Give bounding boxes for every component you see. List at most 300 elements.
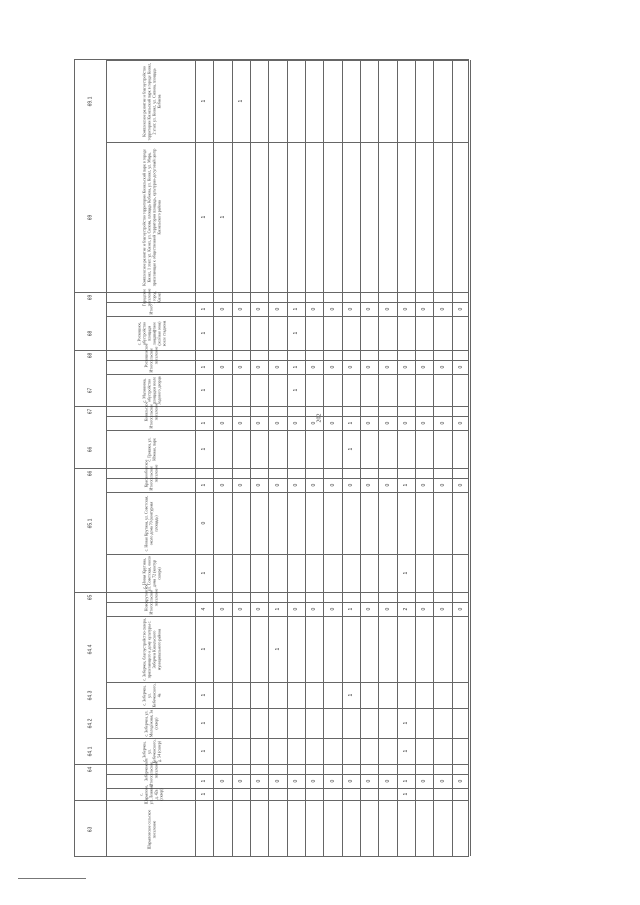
- value-cell: [379, 555, 395, 591]
- value-cell: [398, 801, 414, 857]
- value-cell: [434, 469, 450, 477]
- value-cell: [434, 709, 450, 737]
- value-cell: [214, 407, 230, 415]
- value-cell: 1: [200, 792, 207, 796]
- object-name: с. Новая Крутина, ул. Советская, около дома 70 (контурная площадь): [143, 495, 158, 551]
- value-cell: [434, 739, 450, 763]
- value-cell: 1: [292, 388, 299, 392]
- value-cell: [306, 789, 322, 799]
- value-cell: [453, 351, 469, 359]
- value-cell: [379, 143, 395, 291]
- value-cell: 0: [310, 779, 317, 783]
- value-cell: [233, 431, 249, 467]
- value-cell: [269, 351, 285, 359]
- value-cell: [434, 375, 450, 405]
- value-cell: 0: [237, 307, 244, 311]
- value-cell: [306, 683, 322, 707]
- value-cell: 0: [457, 483, 464, 487]
- value-cell: [398, 293, 414, 301]
- object-name: Комплексное развитие и благоустройство территории Кизильский парк в городе Кизил, 1 этап: ул. Кизил, ул. Сипова, площадь Кебиева, ул. Кизил, ул. Мира, прилегающая к общественной территории площадь, культурно-досуговый центр Кизильского района: [140, 148, 161, 286]
- value-cell: 0: [310, 483, 317, 487]
- value-cell: 0: [328, 779, 335, 783]
- value-cell: 2: [402, 607, 409, 611]
- settlement-name: Кизильское сельское поселение: [143, 401, 158, 421]
- value-cell: [416, 293, 432, 301]
- value-cell: [288, 683, 304, 707]
- object-name: с. Роскошное, обустройство площади ландшафтное (зелёная зона) возле стадиона: [135, 320, 166, 346]
- table-row-total: [75, 602, 468, 616]
- value-cell: [416, 709, 432, 737]
- value-cell: [233, 593, 249, 601]
- value-cell: [434, 789, 450, 799]
- table-row: [75, 374, 468, 406]
- table-row-total: [75, 413, 468, 430]
- settlement-name: Роскошенское сельское поселение: [143, 342, 158, 368]
- value-cell: [379, 317, 395, 349]
- value-cell: [398, 143, 414, 291]
- row-number: [76, 303, 105, 315]
- value-cell: [416, 469, 432, 477]
- value-cell: [288, 789, 304, 799]
- row-number: 67: [87, 408, 93, 414]
- value-cell: 0: [273, 421, 280, 425]
- value-cell: 0: [365, 483, 372, 487]
- value-cell: [361, 375, 377, 405]
- value-cell: [288, 407, 304, 415]
- value-cell: [416, 739, 432, 763]
- value-cell: [361, 317, 377, 349]
- footer-line: [18, 878, 86, 879]
- value-cell: 1: [200, 215, 207, 219]
- row-number: [76, 775, 105, 787]
- object-name: с. Новая Крутина, ул. Советская, около дома 72 (контур сквера): [140, 555, 161, 591]
- table-row: [75, 430, 468, 468]
- value-cell: [434, 801, 450, 857]
- value-cell: [196, 351, 212, 359]
- table-row-total: [75, 774, 468, 788]
- value-cell: [233, 683, 249, 707]
- value-cell: [288, 351, 304, 359]
- row-number: 66: [87, 446, 93, 452]
- object-name: с. Гришки, ул. Южная, парк: [145, 437, 156, 461]
- value-cell: [324, 801, 340, 857]
- table-row: [75, 60, 468, 142]
- value-cell: [269, 683, 285, 707]
- value-cell: [251, 143, 267, 291]
- value-cell: [416, 593, 432, 601]
- value-cell: [361, 555, 377, 591]
- value-cell: [434, 317, 450, 349]
- value-cell: [343, 709, 359, 737]
- value-cell: [306, 143, 322, 291]
- value-cell: [214, 739, 230, 763]
- value-cell: [269, 555, 285, 591]
- value-cell: [453, 61, 469, 141]
- value-cell: [398, 683, 414, 707]
- value-cell: 0: [457, 307, 464, 311]
- value-cell: 1: [200, 779, 207, 783]
- value-cell: 0: [457, 779, 464, 783]
- value-cell: 0: [273, 483, 280, 487]
- value-cell: [453, 293, 469, 301]
- value-cell: [288, 293, 304, 301]
- value-cell: [343, 789, 359, 799]
- value-cell: [324, 351, 340, 359]
- value-cell: [361, 801, 377, 857]
- value-cell: [343, 801, 359, 857]
- value-cell: [434, 431, 450, 467]
- value-cell: 1: [200, 483, 207, 487]
- value-cell: [379, 493, 395, 553]
- table-row-total: [75, 478, 468, 492]
- row-number: [76, 361, 105, 373]
- value-cell: [324, 469, 340, 477]
- value-cell: 0: [292, 779, 299, 783]
- table-row-total: [75, 302, 468, 316]
- value-cell: 1: [402, 792, 409, 796]
- value-cell: [416, 351, 432, 359]
- value-cell: 1: [273, 607, 280, 611]
- value-cell: 0: [383, 483, 390, 487]
- value-cell: [453, 469, 469, 477]
- value-cell: [306, 555, 322, 591]
- value-cell: [269, 375, 285, 405]
- value-cell: [251, 789, 267, 799]
- value-cell: [288, 593, 304, 601]
- value-cell: [324, 407, 340, 415]
- value-cell: 0: [328, 607, 335, 611]
- value-cell: [269, 493, 285, 553]
- value-cell: [453, 407, 469, 415]
- value-cell: 1: [402, 721, 409, 725]
- value-cell: [233, 317, 249, 349]
- value-cell: 0: [218, 307, 225, 311]
- value-cell: [416, 801, 432, 857]
- value-cell: [361, 593, 377, 601]
- value-cell: [343, 375, 359, 405]
- value-cell: [453, 683, 469, 707]
- value-cell: 0: [255, 421, 262, 425]
- value-cell: [416, 317, 432, 349]
- value-cell: [306, 617, 322, 681]
- value-cell: [343, 351, 359, 359]
- value-cell: [269, 61, 285, 141]
- value-cell: [251, 469, 267, 477]
- value-cell: 1: [200, 99, 207, 103]
- value-cell: [324, 317, 340, 349]
- value-cell: [214, 61, 230, 141]
- value-cell: 0: [292, 607, 299, 611]
- value-cell: [324, 293, 340, 301]
- value-cell: [379, 765, 395, 773]
- object-name: с. Зеберчен, благоустройство сквера, прилегающего к дому культуры с. Зеберчен Кизильского муниципального района: [140, 617, 161, 681]
- value-cell: [233, 617, 249, 681]
- value-cell: 0: [365, 421, 372, 425]
- value-cell: [361, 617, 377, 681]
- table-row: [75, 708, 468, 738]
- value-cell: [306, 801, 322, 857]
- value-cell: 0: [310, 607, 317, 611]
- value-cell: 1: [347, 421, 354, 425]
- value-cell: [434, 765, 450, 773]
- settlement-name: Шарыповское сельское поселение: [145, 809, 156, 849]
- value-cell: [324, 593, 340, 601]
- value-cell: [306, 317, 322, 349]
- value-cell: [306, 739, 322, 763]
- value-cell: [214, 617, 230, 681]
- object-name: с. Зеберчен, ул. Кебеченского, 4а: [140, 683, 161, 707]
- value-cell: [398, 469, 414, 477]
- value-cell: [233, 765, 249, 773]
- value-cell: [398, 61, 414, 141]
- row-number: 64.1: [87, 746, 93, 756]
- value-cell: [361, 143, 377, 291]
- value-cell: [196, 801, 212, 857]
- value-cell: [251, 555, 267, 591]
- value-cell: [251, 739, 267, 763]
- value-cell: 0: [457, 365, 464, 369]
- value-cell: [434, 293, 450, 301]
- row-number: [76, 417, 105, 429]
- value-cell: 0: [438, 421, 445, 425]
- value-cell: [398, 593, 414, 601]
- value-cell: [379, 789, 395, 799]
- value-cell: [361, 407, 377, 415]
- value-cell: [214, 801, 230, 857]
- value-cell: [269, 293, 285, 301]
- value-cell: 0: [420, 607, 427, 611]
- value-cell: 0: [383, 779, 390, 783]
- row-number: 69: [87, 294, 93, 300]
- value-cell: [324, 765, 340, 773]
- value-cell: [416, 765, 432, 773]
- value-cell: 0: [200, 521, 207, 525]
- value-cell: 0: [383, 421, 390, 425]
- value-cell: 0: [310, 365, 317, 369]
- value-cell: [269, 765, 285, 773]
- value-cell: [343, 739, 359, 763]
- value-cell: [453, 739, 469, 763]
- value-cell: 0: [383, 607, 390, 611]
- value-cell: [324, 789, 340, 799]
- object-name: Итого: [148, 303, 153, 315]
- row-number: 65: [87, 594, 93, 600]
- value-cell: [343, 493, 359, 553]
- value-cell: [306, 351, 322, 359]
- value-cell: 0: [328, 307, 335, 311]
- value-cell: [306, 469, 322, 477]
- value-cell: 0: [420, 483, 427, 487]
- value-cell: [251, 683, 267, 707]
- value-cell: [343, 593, 359, 601]
- value-cell: [214, 683, 230, 707]
- value-cell: 1: [200, 388, 207, 392]
- value-cell: 0: [347, 365, 354, 369]
- value-cell: [214, 709, 230, 737]
- value-cell: 1: [347, 607, 354, 611]
- table-row: [75, 142, 468, 292]
- value-cell: [233, 739, 249, 763]
- value-cell: [324, 739, 340, 763]
- value-cell: 0: [328, 421, 335, 425]
- value-cell: [306, 593, 322, 601]
- value-cell: [214, 555, 230, 591]
- value-cell: 0: [365, 607, 372, 611]
- value-cell: [343, 469, 359, 477]
- value-cell: 1: [273, 647, 280, 651]
- value-cell: [196, 407, 212, 415]
- value-cell: 0: [218, 607, 225, 611]
- value-cell: [306, 765, 322, 773]
- value-cell: 1: [292, 331, 299, 335]
- value-cell: [251, 765, 267, 773]
- table-row-total: [75, 360, 468, 374]
- value-cell: [269, 431, 285, 467]
- row-number: 68: [87, 352, 93, 358]
- value-cell: 0: [347, 307, 354, 311]
- settlement-name: Новокрутовское сельское поселение: [143, 583, 158, 611]
- value-cell: [398, 407, 414, 415]
- value-cell: [288, 431, 304, 467]
- value-cell: [288, 493, 304, 553]
- value-cell: [288, 469, 304, 477]
- value-cell: 1: [200, 647, 207, 651]
- value-cell: [416, 555, 432, 591]
- value-cell: [416, 493, 432, 553]
- value-cell: 1: [237, 99, 244, 103]
- value-cell: [196, 593, 212, 601]
- value-cell: [288, 143, 304, 291]
- row-number: 65.1: [87, 518, 93, 528]
- value-cell: [251, 317, 267, 349]
- value-cell: [269, 789, 285, 799]
- value-cell: [251, 351, 267, 359]
- value-cell: [361, 469, 377, 477]
- object-name: Комплексное развитие и благоустройство территории Кизильский парк в городе Кизил, 2 этап: ул. Кизил, ул. Сипова, площадь Кебиева: [140, 62, 161, 140]
- value-cell: 1: [200, 365, 207, 369]
- value-cell: [343, 617, 359, 681]
- value-cell: [343, 317, 359, 349]
- value-cell: 0: [420, 307, 427, 311]
- table-row: [75, 288, 468, 306]
- row-number: [76, 603, 105, 615]
- value-cell: [233, 801, 249, 857]
- value-cell: [434, 407, 450, 415]
- value-cell: 0: [402, 421, 409, 425]
- value-cell: [398, 351, 414, 359]
- value-cell: 0: [402, 365, 409, 369]
- value-cell: [361, 683, 377, 707]
- value-cell: [379, 683, 395, 707]
- table-row: [75, 554, 468, 592]
- value-cell: [306, 709, 322, 737]
- value-cell: [434, 61, 450, 141]
- value-cell: [416, 61, 432, 141]
- value-cell: [269, 469, 285, 477]
- value-cell: 0: [255, 607, 262, 611]
- value-cell: 1: [402, 571, 409, 575]
- settlement-name: Зеберченское сельское поселение: [143, 757, 158, 781]
- value-cell: [251, 493, 267, 553]
- object-name: с. Зеберчен, ул. Кебеченского, д. 54 (сквер): [140, 739, 161, 763]
- value-cell: 0: [237, 483, 244, 487]
- value-cell: [233, 407, 249, 415]
- value-cell: [434, 617, 450, 681]
- value-cell: 0: [218, 779, 225, 783]
- page-number: 202: [316, 413, 323, 423]
- data-table: [74, 59, 469, 857]
- value-cell: 1: [200, 307, 207, 311]
- value-cell: [379, 709, 395, 737]
- value-cell: [434, 555, 450, 591]
- value-cell: 0: [438, 483, 445, 487]
- row-number: 63: [87, 826, 93, 832]
- value-cell: 0: [310, 421, 317, 425]
- value-cell: [324, 143, 340, 291]
- value-cell: [324, 617, 340, 681]
- value-cell: [251, 61, 267, 141]
- value-cell: [269, 317, 285, 349]
- value-cell: [416, 407, 432, 415]
- value-cell: [379, 293, 395, 301]
- value-cell: 0: [457, 607, 464, 611]
- value-cell: 0: [273, 779, 280, 783]
- value-cell: [251, 293, 267, 301]
- value-cell: [269, 143, 285, 291]
- value-cell: [434, 493, 450, 553]
- value-cell: [233, 351, 249, 359]
- value-cell: [251, 617, 267, 681]
- value-cell: [233, 493, 249, 553]
- value-cell: 0: [420, 421, 427, 425]
- value-cell: [233, 555, 249, 591]
- value-cell: [214, 375, 230, 405]
- value-cell: 0: [420, 779, 427, 783]
- value-cell: 0: [438, 307, 445, 311]
- row-number: 64.3: [87, 690, 93, 700]
- table-row: [75, 492, 468, 554]
- value-cell: [324, 709, 340, 737]
- value-cell: [269, 739, 285, 763]
- value-cell: [379, 801, 395, 857]
- value-cell: [251, 709, 267, 737]
- value-cell: [214, 293, 230, 301]
- value-cell: [453, 143, 469, 291]
- value-cell: [306, 493, 322, 553]
- object-name: Итого: [148, 603, 153, 615]
- value-cell: [233, 469, 249, 477]
- value-cell: [398, 617, 414, 681]
- value-cell: [269, 407, 285, 415]
- table-row: [75, 616, 468, 682]
- value-cell: 0: [365, 779, 372, 783]
- value-cell: 0: [292, 421, 299, 425]
- value-cell: [324, 683, 340, 707]
- value-cell: 0: [347, 483, 354, 487]
- value-cell: [306, 407, 322, 415]
- value-cell: [306, 293, 322, 301]
- value-cell: [453, 617, 469, 681]
- value-cell: [343, 143, 359, 291]
- value-cell: 1: [292, 307, 299, 311]
- row-number: 66: [87, 470, 93, 476]
- value-cell: [379, 739, 395, 763]
- value-cell: [214, 351, 230, 359]
- object-name: Итого: [148, 479, 153, 491]
- value-cell: 0: [237, 421, 244, 425]
- value-cell: [379, 617, 395, 681]
- object-name: Итого: [148, 417, 153, 429]
